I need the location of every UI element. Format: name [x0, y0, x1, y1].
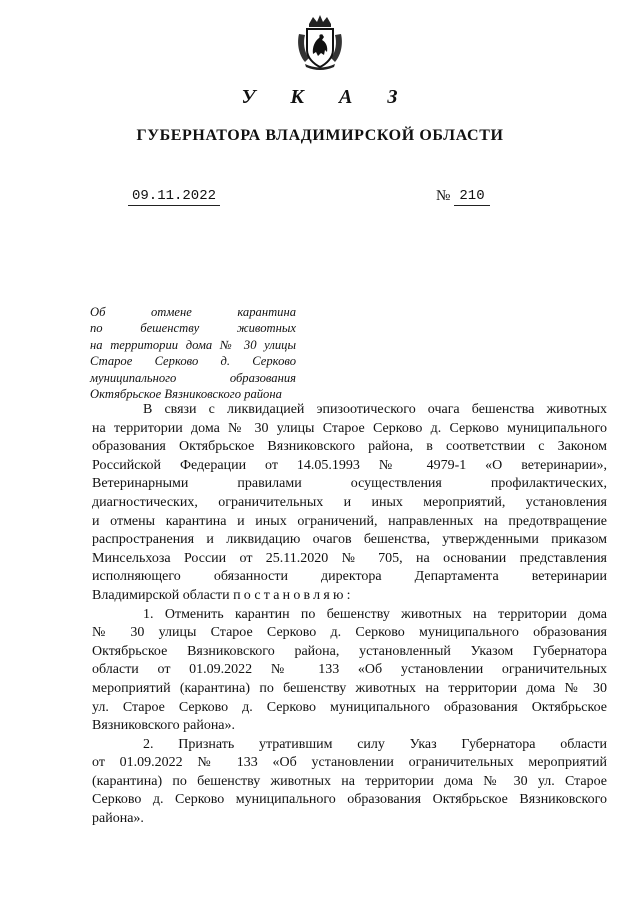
body-line: образования Октябрьское Вязниковского района, в соответствии с Законом [92, 439, 607, 455]
body-line: Октябрьское Вязниковского района, установленный Указом Губернатора [92, 643, 607, 659]
body-line: ул. Старое Серково д. Серково муниципального образования Октябрьское [92, 699, 607, 715]
body-line: и отмены карантина и иных ограничений, направленных на предотвращение [92, 513, 607, 529]
subject-line: по бешенству животных [90, 321, 296, 336]
preamble-paragraph [92, 401, 607, 606]
decree-body [92, 401, 607, 829]
body-line: В связи с ликвидацией эпизоотического очага бешенства животных [143, 402, 607, 417]
decree-number-field [454, 188, 490, 206]
body-line: 2. Признать утратившим силу Указ Губернатора области [143, 736, 607, 752]
decree-subject [90, 304, 296, 402]
body-line: Минсельхоза России от 25.11.2020 № 705, на основании представления [92, 550, 607, 566]
issuer-title: ГУБЕРНАТОРА ВЛАДИМИРСКОЙ ОБЛАСТИ [136, 127, 504, 144]
body-line: распространения и ликвидацию очагов бешенства, утвержденными приказом [92, 532, 607, 548]
body-line: на территории дома № 30 улицы Старое Серково д. Серково муниципального [92, 420, 607, 436]
body-line: от 01.09.2022 № 133 «Об установлении ограничительных мероприятий [92, 755, 607, 771]
body-line: 1. Отменить карантин по бешенству животных на территории дома [143, 606, 607, 622]
number-sign: № [436, 188, 451, 204]
body-line: мероприятий (карантина) по бешенству животных на территории дома № 30 [92, 680, 607, 696]
body-line: Вязниковского района». [92, 718, 236, 734]
body-line: Серково д. Серково муниципального образования Октябрьское Вязниковского [92, 792, 607, 808]
decree-word: постановляю: [233, 587, 354, 603]
body-line: области от 01.09.2022 № 133 «Об установлении ограничительных [92, 662, 607, 678]
item-1-paragraph [92, 606, 607, 736]
body-line: района». [92, 811, 144, 827]
subject-line: Старое Серково д. Серково [90, 354, 296, 369]
subject-line: Октябрьское Вязниковского района [90, 387, 282, 402]
body-line: исполняющего обязанности директора Департамента ветеринарии [92, 569, 607, 585]
body-line-start: Владимирской области [92, 587, 234, 603]
coat-of-arms-emblem-icon [295, 14, 345, 70]
body-line: Российской Федерации от 14.05.1993 № 4979-1 «О ветеринарии», [92, 457, 607, 473]
body-line: № 30 улицы Старое Серково д. Серково муниципального образования [92, 625, 607, 641]
body-line: Ветеринарными правилами осуществления профилактических, [92, 476, 607, 492]
subject-line: муниципального образования [90, 370, 296, 385]
decree-title: У К А З [241, 86, 413, 108]
subject-line: на территории дома № 30 улицы [90, 337, 296, 352]
body-line: (карантина) по бешенству животных на территории дома № 30 ул. Старое [92, 773, 607, 789]
decree-date: 09.11.2022 [128, 188, 220, 206]
body-line: диагностических, ограничительных и иных мероприятий, установления [92, 494, 607, 510]
decree-number: 210 [454, 188, 490, 206]
body-line [92, 587, 607, 606]
decree-date-field [128, 188, 220, 206]
subject-line: Об отмене карантина [90, 305, 296, 319]
item-2-paragraph [92, 736, 607, 829]
